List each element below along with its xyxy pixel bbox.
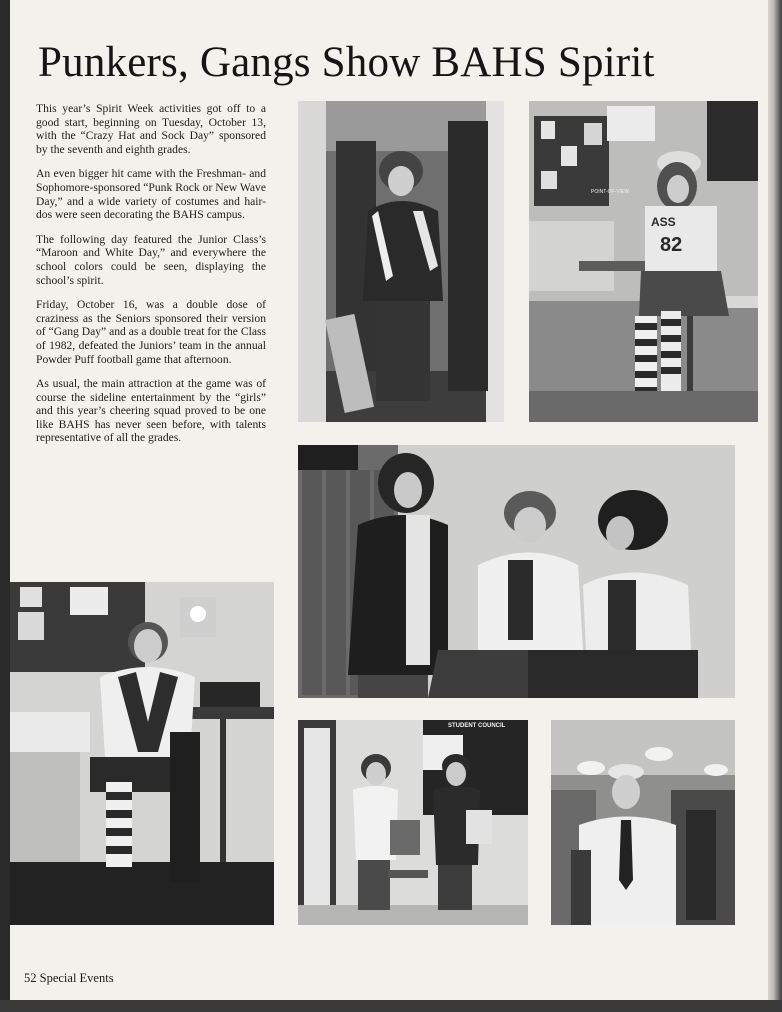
photo-classroom-desk (529, 101, 758, 422)
student-council-sign: STUDENT COUNCIL (448, 723, 506, 729)
photo-corridor-hat (551, 720, 735, 925)
paragraph: As usual, the main attraction at the game was of course the sideline entertainment by the “girls” and this year’s cheering squad proved to be one like BAHS has never seen before, with talents representative of all the grades. (36, 377, 266, 445)
board-sign-text: POINT-OF-VIEW (591, 189, 630, 195)
paragraph: This year’s Spirit Week activities got off to a good start, beginning on Tuesday, October 13, with the “Crazy Hat and Sock Day” sponsored by the seventh and eighth grades. (36, 102, 266, 156)
page-bottom-shadow (0, 1000, 782, 1012)
photo-student-council (298, 720, 528, 925)
paragraph: An even bigger hit came with the Freshman- and Sophomore-sponsored “Punk Rock or New Wave Day,” and a wide variety of costumes and hair-dos were seen decorating the BAHS campus. (36, 167, 266, 222)
page-edge (768, 0, 782, 1012)
photo-lockers-group (298, 445, 735, 698)
paragraph: Friday, October 16, was a double dose of craziness as the Seniors sponsored their version of “Gang Day” and as a double treat for the Class of 1982, defeated the Juniors’ team in the annual Powder Puff football game that afternoon. (36, 298, 266, 366)
page-title: Punkers, Gangs Show BAHS Spirit (38, 39, 655, 86)
photo-hallway-hats (298, 101, 504, 422)
paragraph: The following day featured the Junior Class’s “Maroon and White Day,” and everywhere the school colors could be seen, displaying the school’s spirit. (36, 232, 266, 287)
photo-teacher-seated (10, 582, 274, 925)
article-body (36, 102, 266, 456)
shirt-number: 82 (660, 234, 683, 256)
shirt-text: ASS (651, 215, 676, 229)
page-footer: 52 Special Events (24, 971, 114, 985)
